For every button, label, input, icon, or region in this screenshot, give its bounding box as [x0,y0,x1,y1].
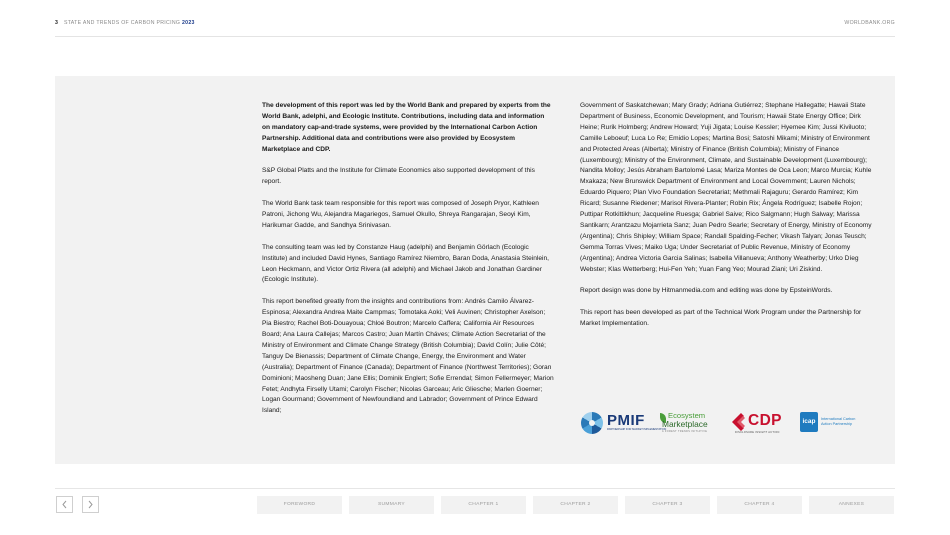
report-year: 2023 [181,20,195,26]
work-program-paragraph: This report has been developed as part of the Technical Work Program under the Partnership for Market Implementation. [580,309,862,328]
intro-paragraph: The development of this report was led by the World Bank and prepared by experts from the World Bank, adelphi, and Ecologic Institute. Contributions, including data and information on mandatory cap-and-trade systems, were provided by the International Carbon Action Partnership. Additional data and contributions were also provided by Ecosystem Marketplace and CDP. [262,102,551,153]
icap-logo-box: icap [800,412,818,432]
partner-logos [580,409,880,437]
page-number: 3 [55,20,59,26]
contributors-paragraph: This report benefited greatly from the insights and contributions from: Andrés Camilo Álvarez-Espinosa; Alexandra Andrea Maite Campmas; Tomotaka Aoki; Veli Auvinen; Christopher Axelson; Pia Biestro; Rachel Boti-Douayoua; Chloé Boutron; Marcelo Caffera; California Air Resources Board; Ana Laura Callejas; Marcos Castro; Juan Martín Cháves; Climate Action Secretariat of the Ministry of Environment and Climate Change Strategy (British Columbia); David Colín; Julie Côté; Tanguy De Bienassis; Department of Climate Change, Energy, the Environment and Water (Australia); Department of Finance (Canada); Department of Finance (Northwest Territories); Goran Dominioni; Maosheng Duan; Jane Ellis; Dominik Englert; Sofie Errendal; Simon Fellermeyer; Marion Fetet; Andhyta Firselly Utami; Carolyn Fischer; Nicolas Garceau; Aric Gliesche; Marlen Goerner; Logan Gourmand; Government of Newfoundland and Labrador; Government of Prince Edward Island; [262,298,554,415]
cdp-logo-subtitle: DISCLOSURE INSIGHT ACTION [735,431,780,434]
report-title: STATE AND TRENDS OF CARBON PRICING [63,20,181,26]
eco-logo-line2: Marketplace [662,419,708,429]
chevron-right-icon [87,500,94,509]
text-column-right [580,101,872,341]
eco-logo-line1: Ecosystem [668,411,706,420]
content-panel [55,76,895,464]
site-link[interactable]: WORLDBANK.ORG [844,20,895,26]
cdp-logo-text: CDP [748,412,782,429]
tab-chapter-3[interactable]: CHAPTER 3 [625,496,710,514]
icap-logo-text [821,417,855,427]
page-header [55,18,895,37]
contributors-continued-paragraph: Government of Saskatchewan; Mary Grady; Adriana Gutiérrez; Stephane Hallegatte; Hawaii State Department of Business, Economic Development, and Tourism; Hawaii State Energy Office; Dirk Heine; Rurik Holmberg; Andrew Howard; Yuji Jigata; Louise Kessler; Hyemee Kim; Jussi Kiviluoto; Camille Leboeuf; Luca Lo Re; Emidio Lopes; Martina Bosi; Satoshi Mikami; Ministry of Environment and Protected Areas (Alberta); Ministry of Finance (British Columbia); Ministry of Finance (Luxembourg); Ministry of the Environment, Climate, and Sustainable Development (Luxembourg); Nandita Molloy; Jesús Abraham Bartolomé Lasa; Mariza Montes de Oca Leon; Marco Murcia; Kuhle Mxakaza; New Brunswick Department of Environment and Local Government; Lauren Nichols; Eduardo Piquero; Plan Vivo Foundation Secretariat; Methmali Rajaguru; Gerardo Ramírez; Kim Ricard; Susanne Riedener; Marisol Rivera-Planter; Robin Rix; Ángela Rodríguez; Isabelle Rojon; Puttipar Rotkittikhun; Jacqueline Ruesga; Gabriel Saive; Rico Salgmann; Hugh Salway; Marissa Santikarn; Arantzazu Mojarrieta Sanz; Juan Pedro Searle; Secretary of Energy, Ministry of Economy (Argentina); Chris Shipley; William Space; Randall Spalding-Fecher; Vikash Talyan; Jonas Teusch; Gemma Torras Vives; Maiko Uga; Under Secretariat of Public Revenue, Ministry of Economy (Argentina); Andrea Victoria Garcia Salinas; Isabella Villanueva; Anthony Weatherby; Urko Díeg Webster; Klas Wetterberg; Hui-Fen Yeh; Yuan Fang Yeo; Mourad Ziani; Uri Ziskind. [580,102,872,273]
icap-logo-line2: Action Partnership [821,422,853,426]
pmif-logo-text: PMIF [607,412,645,429]
tab-chapter-4[interactable]: CHAPTER 4 [717,496,802,514]
tab-summary[interactable]: SUMMARY [349,496,434,514]
pmif-mark-icon [581,412,603,434]
icap-logo [800,409,880,437]
text-column-left [262,101,554,417]
tab-chapter-2[interactable]: CHAPTER 2 [533,496,618,514]
pmif-logo [580,409,667,437]
tab-annexes[interactable]: ANNEXES [809,496,894,514]
cdp-logo [732,409,794,437]
footer-divider [55,488,895,489]
task-team-paragraph: The World Bank task team responsible for this report was composed of Joseph Pryor, Kathleen Patroni, Jichong Wu, Alejandra Magariegos, Samuel Okullo, Shreya Rangarajan, Seoyi Kim, Harikumar Gadde, and Sandhya Srinivasan. [262,200,539,229]
pmif-logo-subtitle: PARTNERSHIP FOR MARKET IMPLEMENTATION [607,428,667,431]
tab-chapter-1[interactable]: CHAPTER 1 [441,496,526,514]
eco-logo-subtitle: A FOREST TRENDS INITIATIVE [662,430,708,433]
consulting-team-paragraph: The consulting team was led by Constanze Haug (adelphi) and Benjamin Görlach (Ecologic Institute) and included David Hynes, Santiago Ramírez Niembro, Baran Doda, Anastasia Steinlein, Leon Heckmann, and Victor Ortiz Rivera (all adelphi) and Michael Jakob and Jonathan Gardiner (Ecologic Institute). [262,243,549,284]
icap-logo-line1: International Carbon [821,417,856,421]
header-left [55,20,195,26]
tab-foreword[interactable]: FOREWORD [257,496,342,514]
next-page-button[interactable] [82,496,99,513]
support-paragraph: S&P Global Platts and the Institute for Climate Economics also supported development of this report. [262,167,535,186]
ecosystem-marketplace-logo [660,409,724,437]
design-credit-paragraph: Report design was done by Hitmanmedia.com and editing was done by EpsteinWords. [580,287,833,295]
chevron-left-icon [61,500,68,509]
previous-page-button[interactable] [56,496,73,513]
